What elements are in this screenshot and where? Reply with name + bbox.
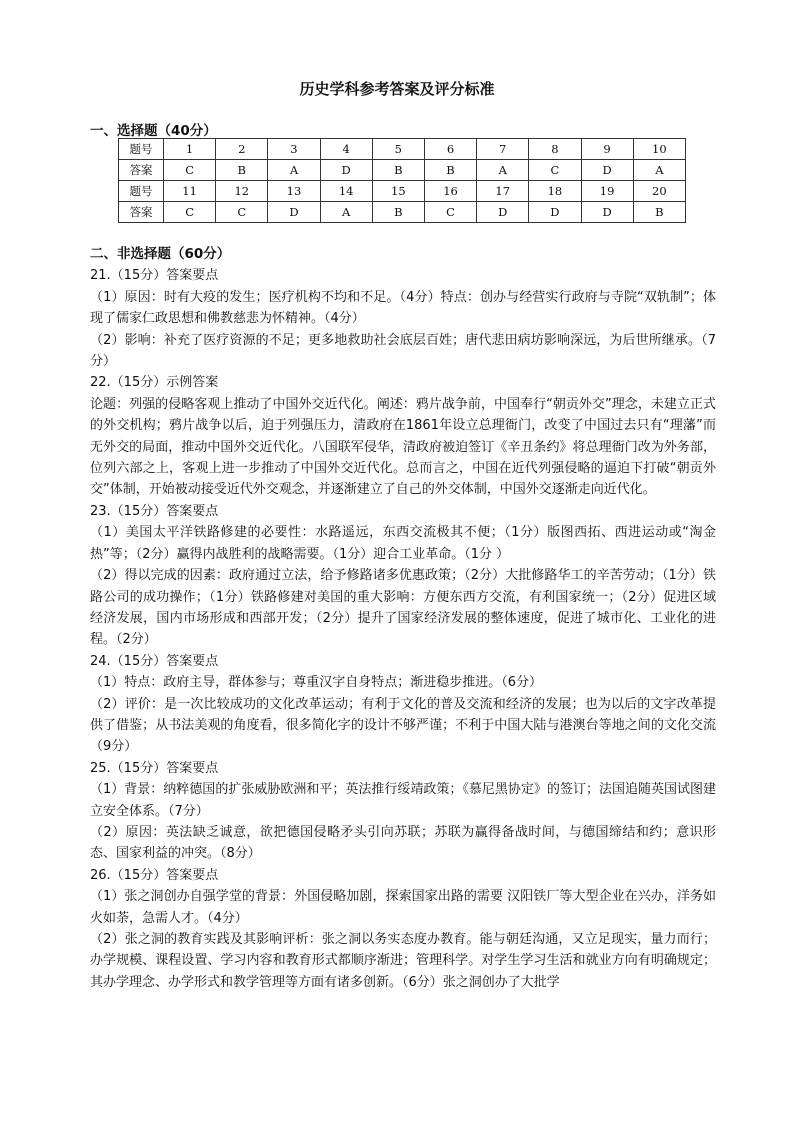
answer-cell: A [268, 160, 320, 181]
question-number-cell: 12 [216, 181, 268, 202]
answer-paragraph: 26.（15分）答案要点 [90, 867, 219, 883]
answer-cell: C [424, 202, 476, 223]
table-row-numbers [119, 139, 686, 160]
answer-cell: A [320, 202, 372, 223]
answer-cell: D [529, 202, 581, 223]
answer-paragraph: （1）特点：政府主导，群体参与；尊重汉字自身特点；渐进稳步推进。（6分） [90, 675, 543, 691]
question-number-cell: 6 [424, 139, 476, 160]
answer-cell: B [372, 202, 424, 223]
question-number-cell: 18 [529, 181, 581, 202]
table-row-answers [119, 160, 686, 181]
answer-paragraph: （1）张之洞创办自强学堂的背景：外国侵略加剧，探索国家出路的需要 汉阳铁厂等大型企业在兴办，洋务如火如荼，急需人才。（4分） [90, 889, 716, 926]
question-number-cell: 9 [581, 139, 633, 160]
answer-cell: B [216, 160, 268, 181]
question-number-cell: 1 [164, 139, 216, 160]
question-number-cell: 17 [477, 181, 529, 202]
answer-paragraph: （1）美国太平洋铁路修建的必要性：水路遥远，东西交流极其不便；（1分）版图西拓、西进运动或“淘金热”等；（2分）赢得内战胜利的战略需要。（1分）迎合工业革命。（1分 ） [90, 525, 716, 562]
answer-cell: A [633, 160, 685, 181]
section-heading-nonchoice: 二、非选择题（60分） [90, 246, 231, 262]
answer-paragraph: （1）背景：纳粹德国的扩张威胁欧洲和平；英法推行绥靖政策；《慕尼黑协定》的签订；法国追随英国试图建立安全体系。（7分） [90, 782, 716, 819]
answer-cell: D [268, 202, 320, 223]
answer-cell: B [633, 202, 685, 223]
answer-cell: D [581, 202, 633, 223]
answer-cell: D [581, 160, 633, 181]
row-label-number: 题号 [119, 181, 164, 202]
answer-cell: C [216, 202, 268, 223]
section-heading-choice: 一、选择题（40分） [90, 123, 217, 139]
question-number-cell: 19 [581, 181, 633, 202]
question-number-cell: 8 [529, 139, 581, 160]
answer-cell: C [164, 202, 216, 223]
question-number-cell: 13 [268, 181, 320, 202]
row-label-answer: 答案 [119, 202, 164, 223]
question-number-cell: 20 [633, 181, 685, 202]
answer-paragraph: 22.（15分）示例答案 [90, 375, 219, 391]
answer-paragraph: （2）评价：是一次比较成功的文化改革运动；有利于文化的普及交流和经济的发展；也为以后的文字改革提供了借鉴；从书法美观的角度看，很多简化字的设计不够严谨；不利于中国大陆与港澳台等地之间的文化交流（9分） [90, 696, 716, 755]
page-title: 历史学科参考答案及评分标准 [299, 80, 495, 98]
question-number-cell: 10 [633, 139, 685, 160]
answer-paragraph: 21.（15分）答案要点 [90, 268, 219, 284]
question-number-cell: 11 [164, 181, 216, 202]
answer-cell: D [477, 202, 529, 223]
answer-body [90, 244, 716, 993]
table-row-answers [119, 202, 686, 223]
question-number-cell: 14 [320, 181, 372, 202]
answer-paragraph: 25.（15分）答案要点 [90, 760, 219, 776]
answer-paragraph: （2）张之洞的教育实践及其影响评析：张之洞以务实态度办教育。能与朝廷沟通，又立足现实，量力而行；办学规模、课程设置、学习内容和教育形式都顺序渐进；管理科学。对学生学习生活和就业方向有明确规定；其办学理念、办学形式和教学管理等方面有诸多创新。（6分）张之洞创办了大批学 [90, 932, 716, 990]
question-number-cell: 4 [320, 139, 372, 160]
question-number-cell: 2 [216, 139, 268, 160]
answer-paragraph: （2）得以完成的因素：政府通过立法，给予修路诸多优惠政策；（2分）大批修路华工的辛苦劳动；（1分）铁路公司的成功操作；（1分）铁路修建对美国的重大影响：方便东西方交流，有利国家统一；（2分）促进区域经济发展，国内市场形成和西部开发；（2分）提升了国家经济发展的整体速度，促进了城市化、工业化的进程。（2分） [90, 568, 716, 648]
question-number-cell: 7 [477, 139, 529, 160]
row-label-number: 题号 [119, 139, 164, 160]
answer-paragraph: 23.（15分）答案要点 [90, 503, 219, 519]
question-number-cell: 5 [372, 139, 424, 160]
table-row-numbers [119, 181, 686, 202]
answer-paragraph: （2）影响：补充了医疗资源的不足；更多地救助社会底层百姓；唐代悲田病坊影响深远，为后世所继承。（7分） [90, 332, 716, 370]
answer-cell: D [320, 160, 372, 181]
answer-cell: C [164, 160, 216, 181]
answer-cell: A [477, 160, 529, 181]
question-number-cell: 3 [268, 139, 320, 160]
row-label-answer: 答案 [119, 160, 164, 181]
answer-paragraph: （1）原因：时有大疫的发生；医疗机构不均和不足。（4分）特点：创办与经营实行政府与寺院“双轨制”；体现了儒家仁政思想和佛教慈悲为怀精神。（4分） [90, 289, 716, 327]
question-number-cell: 15 [372, 181, 424, 202]
answer-cell: B [424, 160, 476, 181]
answer-paragraph: （2）原因：英法缺乏诚意，欲把德国侵略矛头引向苏联；苏联为赢得备战时间，与德国缔结和约；意识形态、国家利益的冲突。（8分） [90, 824, 716, 862]
answer-table [118, 138, 686, 223]
answer-cell: C [529, 160, 581, 181]
answer-cell: B [372, 160, 424, 181]
question-number-cell: 16 [424, 181, 476, 202]
answer-paragraph: 24.（15分）答案要点 [90, 653, 219, 669]
answer-lines [90, 265, 716, 993]
answer-paragraph: 论题：列强的侵略客观上推动了中国外交近代化。阐述：鸦片战争前，中国奉行“朝贡外交”理念，未建立正式的外交机构；鸦片战争以后，迫于列强压力，清政府在1861年设立总理衙门，改变了中国过去只有“理藩”而无外交的局面，推动中国外交近代化。八国联军侵华，清政府被迫签订《辛丑条约》将总理衙门改为外务部，位列六部之上，客观上进一步推动了中国外交近代化。总而言之，中国在近代列强侵略的逼迫下打破“朝贡外交”体制，开始被动接受近代外交观念，并逐渐建立了自己的外交体制，中国外交逐渐走向近代化。 [90, 396, 716, 498]
